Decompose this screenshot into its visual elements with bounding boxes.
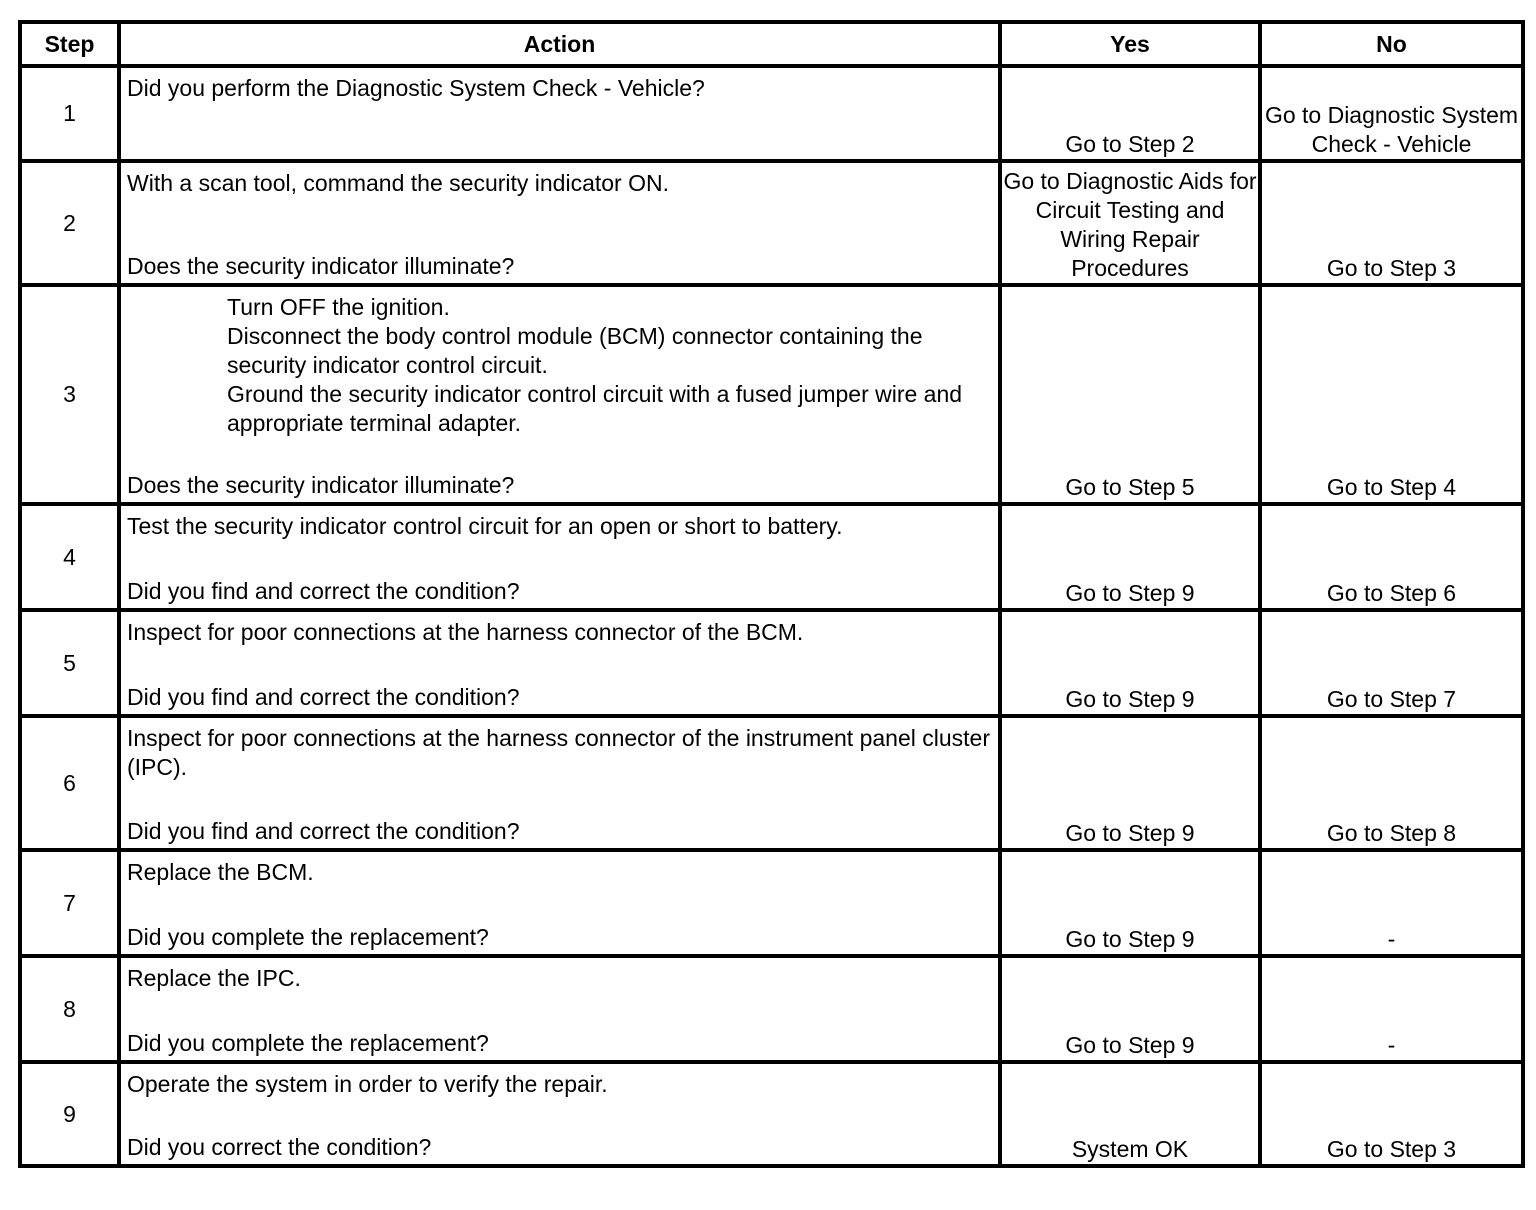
action-question: Did you find and correct the condition? [127,818,520,844]
action-text: Replace the BCM. [127,859,314,885]
step-number: 2 [20,161,119,285]
action-cell [119,285,1000,504]
table-row [20,161,1523,285]
yes-result: System OK [1000,1062,1260,1166]
no-result: Go to Step 6 [1260,504,1523,610]
action-text: Test the security indicator control circuit for an open or short to battery. [127,513,843,539]
step-number: 8 [20,956,119,1062]
no-result: Go to Step 3 [1260,1062,1523,1166]
no-result: - [1260,956,1523,1062]
action-cell [119,610,1000,716]
yes-result: Go to Diagnostic Aids for Circuit Testing and Wiring Repair Procedures [1000,161,1260,285]
action-cell [119,504,1000,610]
table-row [20,285,1523,504]
action-text: Did you perform the Diagnostic System Check - Vehicle? [127,75,705,101]
no-result: Go to Step 4 [1260,285,1523,504]
diagnostic-table [18,20,1525,1168]
action-question: Did you find and correct the condition? [127,578,520,604]
table-row [20,66,1523,161]
table-row [20,850,1523,956]
action-question: Did you complete the replacement? [127,924,489,950]
step-number: 3 [20,285,119,504]
step-number: 1 [20,66,119,161]
yes-result: Go to Step 9 [1000,610,1260,716]
table-row [20,610,1523,716]
header-step: Step [20,22,119,66]
header-action: Action [119,22,1000,66]
substep-list [127,293,992,438]
no-result: Go to Step 3 [1260,161,1523,285]
step-number: 5 [20,610,119,716]
yes-result: Go to Step 5 [1000,285,1260,504]
header-row [20,22,1523,66]
yes-result: Go to Step 9 [1000,956,1260,1062]
no-result: Go to Diagnostic System Check - Vehicle [1260,66,1523,161]
yes-result: Go to Step 9 [1000,716,1260,850]
action-text: Replace the IPC. [127,965,301,991]
action-cell [119,66,1000,161]
action-cell [119,1062,1000,1166]
action-question: Does the security indicator illuminate? [127,472,515,498]
action-question: Did you find and correct the condition? [127,684,520,710]
substep-item: Turn OFF the ignition. [227,294,450,320]
no-result: Go to Step 8 [1260,716,1523,850]
substep-item: Ground the security indicator control circuit with a fused jumper wire and appropriate terminal adapter. [227,381,963,436]
action-cell [119,850,1000,956]
no-result: - [1260,850,1523,956]
action-text: With a scan tool, command the security indicator ON. [127,170,669,196]
action-cell [119,956,1000,1062]
action-question: Did you complete the replacement? [127,1030,489,1056]
table-row [20,504,1523,610]
yes-result: Go to Step 2 [1000,66,1260,161]
action-text: Inspect for poor connections at the harness connector of the instrument panel cluster (IPC). [127,725,990,780]
header-no: No [1260,22,1523,66]
step-number: 7 [20,850,119,956]
action-text: Inspect for poor connections at the harness connector of the BCM. [127,619,804,645]
yes-result: Go to Step 9 [1000,850,1260,956]
action-question: Did you correct the condition? [127,1134,432,1160]
table-row [20,956,1523,1062]
no-result: Go to Step 7 [1260,610,1523,716]
action-question: Does the security indicator illuminate? [127,253,515,279]
step-number: 6 [20,716,119,850]
substep-item: Disconnect the body control module (BCM) connector containing the security indicator control circuit. [227,323,923,378]
yes-result: Go to Step 9 [1000,504,1260,610]
action-cell [119,161,1000,285]
table-row [20,716,1523,850]
table-row [20,1062,1523,1166]
step-number: 4 [20,504,119,610]
header-yes: Yes [1000,22,1260,66]
action-text: Operate the system in order to verify the repair. [127,1071,608,1097]
step-number: 9 [20,1062,119,1166]
action-cell [119,716,1000,850]
